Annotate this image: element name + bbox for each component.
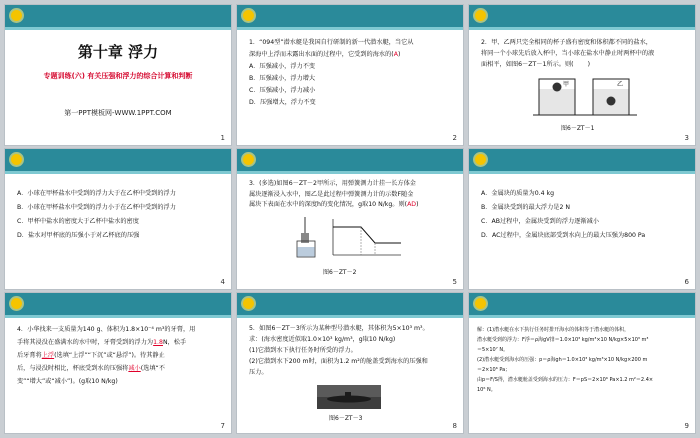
slide-site-text: 第一PPT模板网-WWW.1PPT.COM xyxy=(64,109,172,117)
question-line: 面相平，如图6－ZT－1所示。则( ) xyxy=(481,61,590,68)
slide-number: 6 xyxy=(684,278,689,286)
sun-icon xyxy=(475,10,486,21)
solution-line: ＝2×10⁶ Pa； xyxy=(477,367,511,373)
slide-header-bar xyxy=(237,149,463,171)
question-line: 属块下表面在水中的深度h的变化情况，g取10 N/kg。则(AD) xyxy=(249,201,419,208)
option-d: D．压强增大，浮力不变 xyxy=(249,99,316,106)
option-a: A．压强减小，浮力不变 xyxy=(249,63,316,70)
slide-number: 1 xyxy=(220,134,225,142)
slide-thumbnail-2[interactable] xyxy=(236,4,464,146)
cups-figure xyxy=(533,75,637,121)
slide-thumbnail-5[interactable] xyxy=(236,148,464,290)
slide-number: 9 xyxy=(684,422,689,430)
sun-icon xyxy=(243,10,254,21)
question-line: 将同一个小球先后放入杯中，当小球在盐水中静止时两杯中的液 xyxy=(481,50,655,57)
answer-text: A xyxy=(393,51,398,58)
solution-line: 10⁶ N。 xyxy=(477,387,496,393)
slide-number: 3 xyxy=(684,134,689,142)
slide-header-bar xyxy=(469,293,695,315)
answer-blank: 1.8 xyxy=(153,339,163,346)
slide-body xyxy=(249,37,453,109)
spring-scale-figure xyxy=(295,215,407,261)
solution-line: ＝5×10⁷ N。 xyxy=(477,347,509,353)
question-line: 1．“094型”潜水艇是我国自行研制的新一代潜水艇，当它从 xyxy=(249,39,414,46)
question-line: 求：(海水密度近似取1.0×10³ kg/m³，g取10 N/kg) xyxy=(249,336,396,343)
slide-thumbnail-1[interactable] xyxy=(4,4,232,146)
slide-title: 第十章 浮力 xyxy=(77,43,159,61)
answer-blank: 上浮 xyxy=(41,352,55,359)
question-line: 深海中上浮而未露出水面的过程中，它受到的海水的(A) xyxy=(249,51,401,58)
sun-icon xyxy=(11,154,22,165)
solution-line: 潜水艇受到的浮力：F浮＝ρ海gV排＝1.0×10³ kg/m³×10 N/kg×5×10³ m³ xyxy=(477,337,649,343)
question-line: 手将其浸没在盛满水的水中时，牙膏受到的浮力为1.8N，松手 xyxy=(17,339,187,346)
question-line: 2．甲、乙两只完全相同的杯子盛有密度和体积都不同的盐水， xyxy=(481,39,652,46)
slide-body xyxy=(249,323,453,378)
slide-number: 8 xyxy=(452,422,457,430)
question-line: 属块逐渐浸入水中，图乙是此过程中弹簧测力计的示数F随金 xyxy=(249,190,414,198)
sun-icon xyxy=(11,298,22,309)
slide-header-bar xyxy=(237,293,463,315)
figure-caption: 图6－ZT－3 xyxy=(329,415,363,422)
slide-subtitle: 专题训练(六) 有关压强和浮力的综合计算和判断 xyxy=(43,72,193,80)
sun-icon xyxy=(475,154,486,165)
option-c: C．压强减小，浮力减小 xyxy=(249,87,316,94)
slide-header-bar xyxy=(5,5,231,27)
question-line: 后，与浸没时相比，杯底受到水的压强将减小(选填“不 xyxy=(17,365,165,372)
question-line: 变”“增大”或“减小”)。(g取10 N/kg) xyxy=(17,378,118,385)
question-line: (2)它潜到水下200 m时，面积为1.2 m²的舱盖受到海水的压强和 xyxy=(249,358,428,365)
option-b: B．金属块受到的最大浮力是2 N xyxy=(481,204,571,211)
slide-number: 4 xyxy=(220,278,225,286)
question-line: 3．(多选)如图6－ZT－2甲所示，用弹簧测力计挂一长方体金 xyxy=(249,180,416,187)
option-b: B．压强减小，浮力增大 xyxy=(249,75,316,82)
slide-header-bar xyxy=(469,5,695,27)
question-line: 后牙膏将上浮(选填“上浮”“下沉”或“悬浮”)。待其静止 xyxy=(17,352,165,359)
question-line: (1)它潜到水下执行任务时所受的浮力。 xyxy=(249,347,357,354)
slide-thumbnail-3[interactable] xyxy=(468,4,696,146)
slide-body xyxy=(249,179,453,211)
slide-thumbnail-7[interactable] xyxy=(4,292,232,434)
option-d: D．盐水对甲杯底的压强小于对乙杯底的压强 xyxy=(17,232,140,239)
sun-icon xyxy=(475,298,486,309)
slide-body xyxy=(477,325,689,395)
slide-body xyxy=(17,187,221,243)
slide-thumbnail-8[interactable] xyxy=(236,292,464,434)
question-line: 5．如图6－ZT－3所示为某种型号潜水艇，其体积为5×10³ m³。 xyxy=(249,325,429,332)
option-a: A．小球在甲杯盐水中受到的浮力大于在乙杯中受到的浮力 xyxy=(17,190,176,197)
question-line: 压力。 xyxy=(249,369,268,376)
slide-number: 5 xyxy=(452,278,457,286)
answer-blank: 减小 xyxy=(128,365,141,372)
slide-body xyxy=(481,187,685,243)
option-a: A．金属块的质量为0.4 kg xyxy=(481,190,555,197)
figure-caption: 图6－ZT－2 xyxy=(323,269,357,276)
submarine-photo xyxy=(317,385,381,409)
option-d: D．AC过程中，金属块底部受到水向上的最大压强为800 Pa xyxy=(481,232,646,239)
slide-number: 7 xyxy=(220,422,225,430)
option-b: B．小球在甲杯盐水中受到的浮力小于在乙杯中受到的浮力 xyxy=(17,204,176,211)
slide-header-bar xyxy=(237,5,463,27)
cup-label-yi: 乙 xyxy=(617,81,624,88)
slide-thumbnail-9[interactable] xyxy=(468,292,696,434)
solution-line: 由p＝F/S得，潜水艇舱盖受到海水的压力：F＝pS＝2×10⁶ Pa×1.2 m²＝2.4× xyxy=(477,377,654,383)
slide-thumbnail-6[interactable] xyxy=(468,148,696,290)
slide-header-bar xyxy=(5,293,231,315)
slide-thumbnail-4[interactable] xyxy=(4,148,232,290)
solution-line: (2)潜水艇受到海水的压强：p＝ρ海gh＝1.0×10³ kg/m³×10 N/kg×200 m xyxy=(477,357,648,363)
sun-icon xyxy=(243,298,254,309)
slide-number: 2 xyxy=(452,134,457,142)
question-line: 4．小华找来一支质量为140 g、体积为1.8×10⁻⁴ m³的牙膏，用 xyxy=(17,326,196,333)
cup-label-jia: 甲 xyxy=(563,81,570,88)
sun-icon xyxy=(243,154,254,165)
option-c: C．AB过程中，金属块受到的浮力逐渐减小 xyxy=(481,218,599,225)
sun-icon xyxy=(11,10,22,21)
solution-line: 解：(1)潜水艇在水下执行任务时排开海水的体积等于潜水艇的体积， xyxy=(477,327,630,333)
answer-text: AD xyxy=(407,201,417,208)
figure-caption: 图6－ZT－1 xyxy=(561,125,595,132)
slide-header-bar xyxy=(5,149,231,171)
slide-body xyxy=(481,37,685,70)
option-c: C．甲杯中盐水的密度大于乙杯中盐水的密度 xyxy=(17,218,139,225)
slide-header-bar xyxy=(469,149,695,171)
slide-body xyxy=(17,323,221,388)
